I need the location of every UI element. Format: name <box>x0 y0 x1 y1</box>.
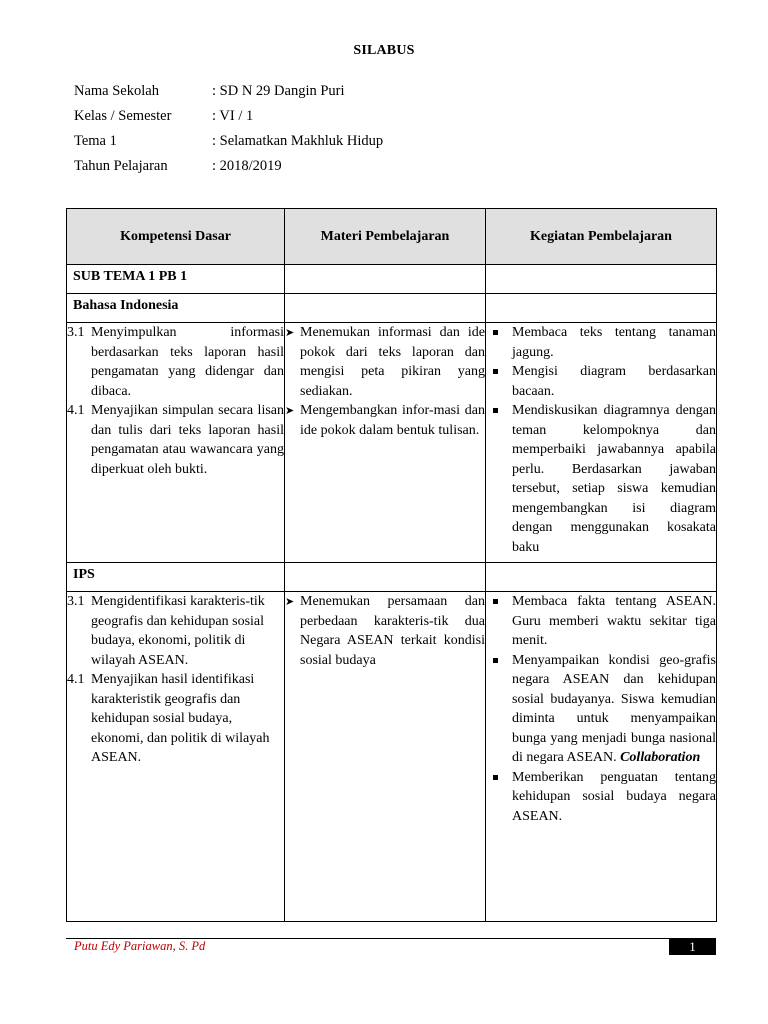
kd-text: Menyajikan hasil identifikasi karakteristik geografis dan kehidupan sosial budaya, ekonomi, dan politik di wilayah ASEAN. <box>91 672 270 765</box>
info-value: : SD N 29 Dangin Puri <box>212 83 345 99</box>
kegiatan-item <box>486 362 716 401</box>
kegiatan-item <box>486 651 716 768</box>
kd-number: 3.1 <box>67 594 85 609</box>
materi-cell <box>285 592 486 922</box>
arrow-bullet-icon: ➤ <box>285 326 295 339</box>
kegiatan-cell <box>486 592 717 922</box>
info-label: Nama Sekolah <box>74 83 159 99</box>
kegiatan-text: Mengisi diagram berdasarkan bacaan. <box>512 364 716 399</box>
materi-item <box>285 401 485 440</box>
square-bullet-icon <box>486 768 512 827</box>
kd-item <box>67 323 284 401</box>
kegiatan-text: Mendiskusikan diagramnya dengan teman kelompoknya dan memperbaiki jawabannya apabila perlu. Berdasarkan jawaban tersebut, setiap siswa kemudian mengembangkan isi diagram dengan menggunakan kosakata baku <box>512 403 716 555</box>
materi-cell <box>285 323 486 563</box>
info-row-school <box>74 81 383 106</box>
empty-cell <box>486 294 717 323</box>
footer-author: Putu Edy Pariawan, S. Pd <box>74 939 206 953</box>
info-row-class <box>74 106 383 131</box>
materi-text: Mengembangkan infor-masi dan ide pokok dalam bentuk tulisan. <box>300 403 485 438</box>
kegiatan-cell <box>486 323 717 563</box>
kegiatan-text: Memberikan penguatan tentang kehidupan sosial budaya negara ASEAN. <box>512 769 716 824</box>
square-bullet-icon <box>486 323 512 362</box>
info-row-year <box>74 156 383 181</box>
kegiatan-item <box>486 768 716 827</box>
subject-row-ips <box>67 563 717 592</box>
header-kompetensi-dasar: Kompetensi Dasar <box>67 209 285 265</box>
kegiatan-text: Membaca fakta tentang ASEAN. Guru memberi waktu sekitar tiga menit. <box>512 594 716 648</box>
info-label: Tema 1 <box>74 133 117 149</box>
document-title: SILABUS <box>353 43 415 58</box>
info-value: : Selamatkan Makhluk Hidup <box>212 133 384 149</box>
header-kegiatan-pembelajaran: Kegiatan Pembelajaran <box>486 209 717 265</box>
kegiatan-emphasis: Collaboration <box>620 750 701 765</box>
header-materi-pembelajaran: Materi Pembelajaran <box>285 209 486 265</box>
empty-cell <box>285 294 486 323</box>
info-label: Tahun Pelajaran <box>74 158 168 174</box>
square-bullet-icon <box>486 651 512 768</box>
kegiatan-item <box>486 592 716 651</box>
materi-item <box>285 323 485 401</box>
info-value: : 2018/2019 <box>212 158 282 174</box>
kd-number: 4.1 <box>67 403 85 418</box>
info-row-theme <box>74 131 383 156</box>
info-label: Kelas / Semester <box>74 108 172 124</box>
school-info <box>74 81 383 181</box>
content-row-ips <box>67 592 717 922</box>
kegiatan-text-block <box>512 651 716 768</box>
info-value: : VI / 1 <box>212 108 254 124</box>
square-bullet-icon <box>486 362 512 401</box>
kd-cell <box>67 592 285 922</box>
kd-item <box>67 670 284 768</box>
empty-cell <box>285 265 486 294</box>
subtema-label: SUB TEMA 1 PB 1 <box>67 265 285 294</box>
kd-item <box>67 401 284 479</box>
page-number: 1 <box>669 938 716 955</box>
materi-text: Menemukan persamaan dan perbedaan karakteris-tik dua Negara ASEAN terkait kondisi sosial budaya <box>300 594 485 668</box>
table-header-row <box>67 209 717 265</box>
kegiatan-text: Membaca teks tentang tanaman jagung. <box>512 325 716 360</box>
kd-text: Menyajikan simpulan secara lisan dan tulis dari teks laporan hasil pengamatan atau wawancara yang diperkuat oleh bukti. <box>91 403 284 477</box>
empty-cell <box>285 563 486 592</box>
kd-item <box>67 592 284 670</box>
materi-item <box>285 592 485 670</box>
kegiatan-text: Menyampaikan kondisi geo-grafis negara ASEAN dan kehidupan sosial budayanya. Siswa kemudian diminta untuk menyampaikan bunga yang menjadi bunga nasional di negara ASEAN. <box>512 652 716 765</box>
materi-text: Menemukan informasi dan ide pokok dari teks laporan dan mengisi peta pikiran yang sediakan. <box>300 325 485 399</box>
subject-row-bahasa <box>67 294 717 323</box>
empty-cell <box>486 563 717 592</box>
arrow-bullet-icon: ➤ <box>285 595 295 608</box>
kd-number: 4.1 <box>67 672 85 687</box>
kegiatan-item <box>486 401 716 557</box>
syllabus-table <box>66 208 717 922</box>
subject-label: IPS <box>67 563 285 592</box>
kd-text: Menyimpulkan informasi berdasarkan teks laporan hasil pengamatan yang didengar dan dibaca. <box>91 325 284 399</box>
kd-number: 3.1 <box>67 325 85 340</box>
empty-cell <box>486 265 717 294</box>
subject-label: Bahasa Indonesia <box>67 294 285 323</box>
content-row-bahasa <box>67 323 717 563</box>
kegiatan-item <box>486 323 716 362</box>
square-bullet-icon <box>486 592 512 651</box>
kd-cell <box>67 323 285 563</box>
kd-text: Mengidentifikasi karakteris-tik geografis dan kehidupan sosial budaya, ekonomi, politik di wilayah ASEAN. <box>91 594 265 668</box>
arrow-bullet-icon: ➤ <box>285 404 295 417</box>
square-bullet-icon <box>486 401 512 557</box>
subtema-row <box>67 265 717 294</box>
